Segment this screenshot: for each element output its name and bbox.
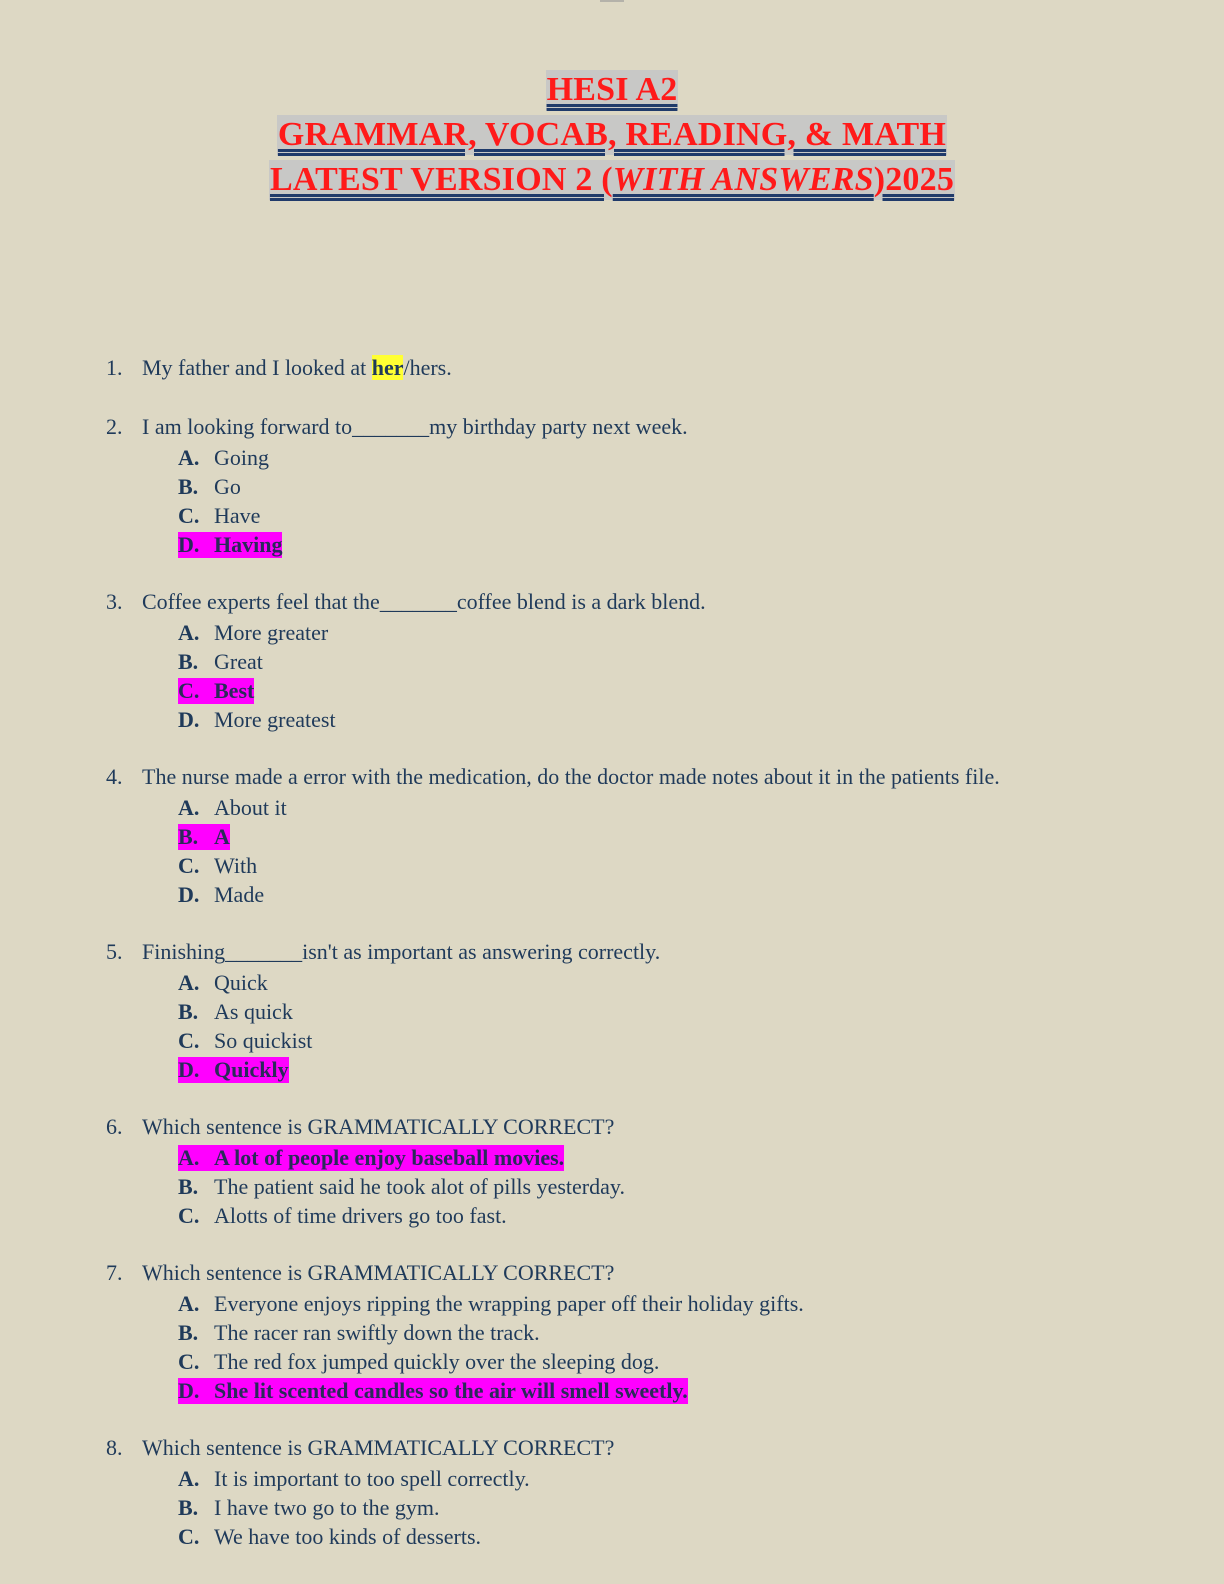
option-list bbox=[178, 1143, 1206, 1230]
option-text: It is important to too spell correctly. bbox=[214, 1466, 530, 1491]
question-number: 1. bbox=[106, 355, 123, 380]
option-letter: A. bbox=[178, 970, 200, 995]
option-text: Having bbox=[214, 532, 283, 557]
document-title bbox=[0, 70, 1224, 205]
option-letter: A. bbox=[178, 1145, 200, 1170]
option-text: I have two go to the gym. bbox=[214, 1495, 440, 1520]
option-text: About it bbox=[214, 795, 287, 820]
option-letter: A. bbox=[178, 620, 200, 645]
question-number: 3. bbox=[106, 589, 123, 614]
option-letter: C. bbox=[178, 1028, 200, 1053]
option-c bbox=[178, 851, 1206, 880]
option-text: More greater bbox=[214, 620, 329, 645]
question-text-post: /hers. bbox=[403, 355, 452, 380]
question-list bbox=[106, 352, 1206, 1578]
question-text bbox=[142, 352, 452, 384]
option-text: Have bbox=[214, 503, 261, 528]
option-text: Quickly bbox=[214, 1057, 289, 1082]
option-letter: A. bbox=[178, 795, 200, 820]
question-text: Finishing_______isn't as important as answering correctly. bbox=[142, 939, 661, 964]
option-letter: C. bbox=[178, 1203, 200, 1228]
title-line-1: HESI A2 bbox=[546, 71, 678, 108]
option-letter: B. bbox=[178, 1320, 199, 1345]
option-a bbox=[178, 1289, 1206, 1318]
title-line-3-pre: LATEST VERSION 2 ( bbox=[269, 161, 613, 198]
option-d bbox=[178, 880, 1206, 909]
question-text-pre: My father and I looked at bbox=[142, 355, 372, 380]
question-text: Which sentence is GRAMMATICALLY CORRECT? bbox=[142, 1260, 615, 1285]
option-letter: B. bbox=[178, 649, 199, 674]
option-text: Go bbox=[214, 474, 241, 499]
title-line-3-post: )2025 bbox=[873, 161, 955, 198]
option-a bbox=[178, 968, 1206, 997]
option-a bbox=[178, 1464, 1206, 1493]
option-text: So quickist bbox=[214, 1028, 313, 1053]
question-text: Coffee experts feel that the_______coffee blend is a dark blend. bbox=[142, 589, 706, 614]
option-text: Made bbox=[214, 882, 265, 907]
title-line-3-italic: WITH ANSWERS bbox=[612, 161, 874, 198]
option-list bbox=[178, 443, 1206, 559]
option-text: A bbox=[214, 824, 230, 849]
option-a bbox=[178, 618, 1206, 647]
option-list bbox=[178, 793, 1206, 909]
option-b bbox=[178, 647, 1206, 676]
option-text: Alotts of time drivers go too fast. bbox=[214, 1203, 507, 1228]
option-text: The racer ran swiftly down the track. bbox=[214, 1320, 540, 1345]
option-letter: C. bbox=[178, 503, 200, 528]
question-text: I am looking forward to_______my birthday party next week. bbox=[142, 414, 688, 439]
option-text: She lit scented candles so the air will smell sweetly. bbox=[214, 1378, 688, 1403]
option-d-correct-answer bbox=[178, 530, 1206, 559]
option-b bbox=[178, 472, 1206, 501]
option-letter: C. bbox=[178, 1524, 200, 1549]
option-c bbox=[178, 1522, 1206, 1551]
option-d-correct-answer bbox=[178, 1055, 1206, 1084]
page-header-mark bbox=[600, 0, 624, 2]
option-c-correct-answer bbox=[178, 676, 1206, 705]
option-letter: C. bbox=[178, 853, 200, 878]
option-b bbox=[178, 997, 1206, 1026]
option-text: Great bbox=[214, 649, 263, 674]
option-letter: B. bbox=[178, 999, 199, 1024]
question-6 bbox=[106, 1111, 1206, 1230]
option-c bbox=[178, 501, 1206, 530]
option-text: Going bbox=[214, 445, 269, 470]
option-letter: B. bbox=[178, 1174, 199, 1199]
option-c bbox=[178, 1347, 1206, 1376]
option-letter: D. bbox=[178, 707, 200, 732]
option-text: More greatest bbox=[214, 707, 336, 732]
option-letter: B. bbox=[178, 1495, 199, 1520]
option-letter: A. bbox=[178, 445, 200, 470]
option-list bbox=[178, 1289, 1206, 1405]
question-number: 5. bbox=[106, 939, 123, 964]
option-text: The patient said he took alot of pills yesterday. bbox=[214, 1174, 625, 1199]
question-7 bbox=[106, 1257, 1206, 1405]
option-d bbox=[178, 705, 1206, 734]
option-b bbox=[178, 1172, 1206, 1201]
highlighted-answer: her bbox=[371, 355, 404, 380]
option-a bbox=[178, 793, 1206, 822]
option-letter: A. bbox=[178, 1291, 200, 1316]
option-text: As quick bbox=[214, 999, 293, 1024]
question-3 bbox=[106, 586, 1206, 734]
option-list bbox=[178, 1464, 1206, 1551]
option-letter: B. bbox=[178, 474, 199, 499]
question-text: Which sentence is GRAMMATICALLY CORRECT? bbox=[142, 1435, 615, 1460]
option-text: Everyone enjoys ripping the wrapping paper off their holiday gifts. bbox=[214, 1291, 804, 1316]
option-b bbox=[178, 1318, 1206, 1347]
option-letter: D. bbox=[178, 882, 200, 907]
option-text: A lot of people enjoy baseball movies. bbox=[214, 1145, 565, 1170]
question-text: Which sentence is GRAMMATICALLY CORRECT? bbox=[142, 1114, 615, 1139]
question-number: 2. bbox=[106, 414, 123, 439]
option-text: Quick bbox=[214, 970, 268, 995]
option-letter: D. bbox=[178, 1057, 200, 1082]
option-d-correct-answer bbox=[178, 1376, 1206, 1405]
option-a-correct-answer bbox=[178, 1143, 1206, 1172]
question-number: 8. bbox=[106, 1435, 123, 1460]
option-letter: C. bbox=[178, 1349, 200, 1374]
option-list bbox=[178, 968, 1206, 1084]
question-1 bbox=[106, 352, 1206, 384]
option-b bbox=[178, 1493, 1206, 1522]
option-text: The red fox jumped quickly over the sleeping dog. bbox=[214, 1349, 660, 1374]
question-number: 7. bbox=[106, 1260, 123, 1285]
title-line-2: GRAMMAR, VOCAB, READING, & MATH bbox=[277, 116, 947, 153]
question-number: 6. bbox=[106, 1114, 123, 1139]
title-line-3 bbox=[269, 160, 955, 200]
question-5 bbox=[106, 936, 1206, 1084]
option-letter: B. bbox=[178, 824, 199, 849]
option-letter: A. bbox=[178, 1466, 200, 1491]
option-c bbox=[178, 1201, 1206, 1230]
option-text: We have too kinds of desserts. bbox=[214, 1524, 482, 1549]
option-text: With bbox=[214, 853, 258, 878]
option-text: Best bbox=[214, 678, 255, 703]
question-2 bbox=[106, 411, 1206, 559]
option-letter: C. bbox=[178, 678, 200, 703]
question-8 bbox=[106, 1432, 1206, 1551]
option-c bbox=[178, 1026, 1206, 1055]
option-letter: D. bbox=[178, 532, 200, 557]
question-number: 4. bbox=[106, 764, 123, 789]
option-letter: D. bbox=[178, 1378, 200, 1403]
option-a bbox=[178, 443, 1206, 472]
question-text: The nurse made a error with the medication, do the doctor made notes about it in the patients file. bbox=[142, 764, 1000, 789]
option-b-correct-answer bbox=[178, 822, 1206, 851]
question-4 bbox=[106, 761, 1206, 909]
option-list bbox=[178, 618, 1206, 734]
